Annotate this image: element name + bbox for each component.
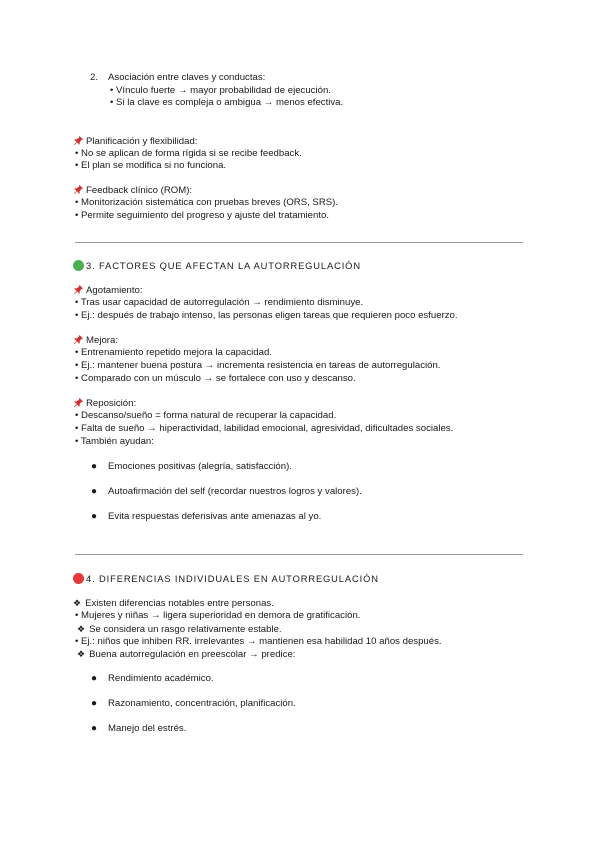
- reposicion-line: • Falta de sueño → hiperactividad, labilidad emocional, agresividad, dificultades sociales.: [75, 423, 454, 434]
- bullet-icon: ●: [91, 698, 98, 709]
- pushpin-icon: [73, 184, 84, 195]
- feedback-line: • Permite seguimiento del progreso y ajuste del tratamiento.: [75, 210, 329, 221]
- pushpin-icon: [73, 334, 84, 345]
- sub-item: • Si la clave es compleja o ambigua → menos efectiva.: [110, 97, 344, 108]
- section4-heading: [73, 573, 379, 586]
- list-item: Razonamiento, concentración, planificación.: [108, 698, 296, 709]
- list-number: 2.: [90, 72, 99, 83]
- section3-title: 3. FACTORES QUE AFECTAN LA AUTORREGULACIÓN: [86, 261, 361, 271]
- reposicion-title: Reposición:: [86, 398, 137, 409]
- mejora-line: • Ej.: mantener buena postura → incrementa resistencia en tareas de autorregulación.: [75, 360, 441, 371]
- agotamiento-line: • Ej.: después de trabajo intenso, las personas eligen tareas que requieren poco esfuerzo.: [75, 310, 458, 321]
- planning-title: Planificación y flexibilidad:: [86, 136, 198, 147]
- planning-line: • No se aplican de forma rígida si se recibe feedback.: [75, 148, 302, 159]
- section4-line: ❖ Se considera un rasgo relativamente estable.: [77, 624, 282, 635]
- mejora-title: Mejora:: [86, 335, 118, 346]
- divider: [75, 242, 523, 243]
- reposicion-heading: [73, 397, 136, 410]
- section4-line: ❖ Existen diferencias notables entre personas.: [73, 598, 274, 609]
- feedback-title: Feedback clínico (ROM):: [86, 185, 193, 196]
- agotamiento-title: Agotamiento:: [86, 285, 143, 296]
- green-circle-icon: [73, 260, 84, 271]
- list-item: Rendimiento académico.: [108, 673, 214, 684]
- planning-heading: [73, 135, 197, 148]
- section4-line: • Mujeres y niñas → ligera superioridad en demora de gratificación.: [75, 610, 361, 621]
- agotamiento-line: • Tras usar capacidad de autorregulación → rendimiento disminuye.: [75, 297, 364, 308]
- feedback-heading: [73, 184, 192, 197]
- reposicion-line: • También ayudan:: [75, 436, 154, 447]
- agotamiento-heading: [73, 284, 143, 297]
- pushpin-icon: [73, 397, 84, 408]
- planning-line: • El plan se modifica si no funciona.: [75, 160, 227, 171]
- section4-line: • Ej.: niños que inhiben RR. irrelevantes → mantienen esa habilidad 10 años después.: [75, 636, 442, 647]
- feedback-line: • Monitorización sistemática con pruebas breves (ORS, SRS).: [75, 197, 339, 208]
- red-circle-icon: [73, 573, 84, 584]
- pushpin-icon: [73, 284, 84, 295]
- divider: [75, 554, 523, 555]
- mejora-line: • Comparado con un músculo → se fortalece con uso y descanso.: [75, 373, 356, 384]
- mejora-line: • Entrenamiento repetido mejora la capacidad.: [75, 347, 272, 358]
- sub-item: • Vínculo fuerte → mayor probabilidad de ejecución.: [110, 85, 331, 96]
- bullet-icon: ●: [91, 486, 98, 497]
- diamond-bullet-icon: ❖: [73, 598, 82, 608]
- reposicion-line: • Descanso/sueño = forma natural de recuperar la capacidad.: [75, 410, 337, 421]
- section3-heading: [73, 260, 361, 273]
- bullet-icon: ●: [91, 673, 98, 684]
- diamond-bullet-icon: ❖: [77, 624, 86, 634]
- list-item: Emociones positivas (alegría, satisfacción).: [108, 461, 292, 472]
- mejora-heading: [73, 334, 118, 347]
- pushpin-icon: [73, 135, 84, 146]
- bullet-icon: ●: [91, 461, 98, 472]
- section4-line: ❖ Buena autorregulación en preescolar → predice:: [77, 649, 296, 660]
- list-item-title: Asociación entre claves y conductas:: [108, 72, 266, 83]
- diamond-bullet-icon: ❖: [77, 649, 86, 659]
- section4-title: 4. DIFERENCIAS INDIVIDUALES EN AUTORREGULACIÓN: [86, 574, 379, 584]
- list-item: Autoafirmación del self (recordar nuestros logros y valores).: [108, 486, 362, 497]
- bullet-icon: ●: [91, 723, 98, 734]
- list-item: Manejo del estrés.: [108, 723, 187, 734]
- list-item: Evita respuestas defensivas ante amenazas al yo.: [108, 511, 322, 522]
- bullet-icon: ●: [91, 511, 98, 522]
